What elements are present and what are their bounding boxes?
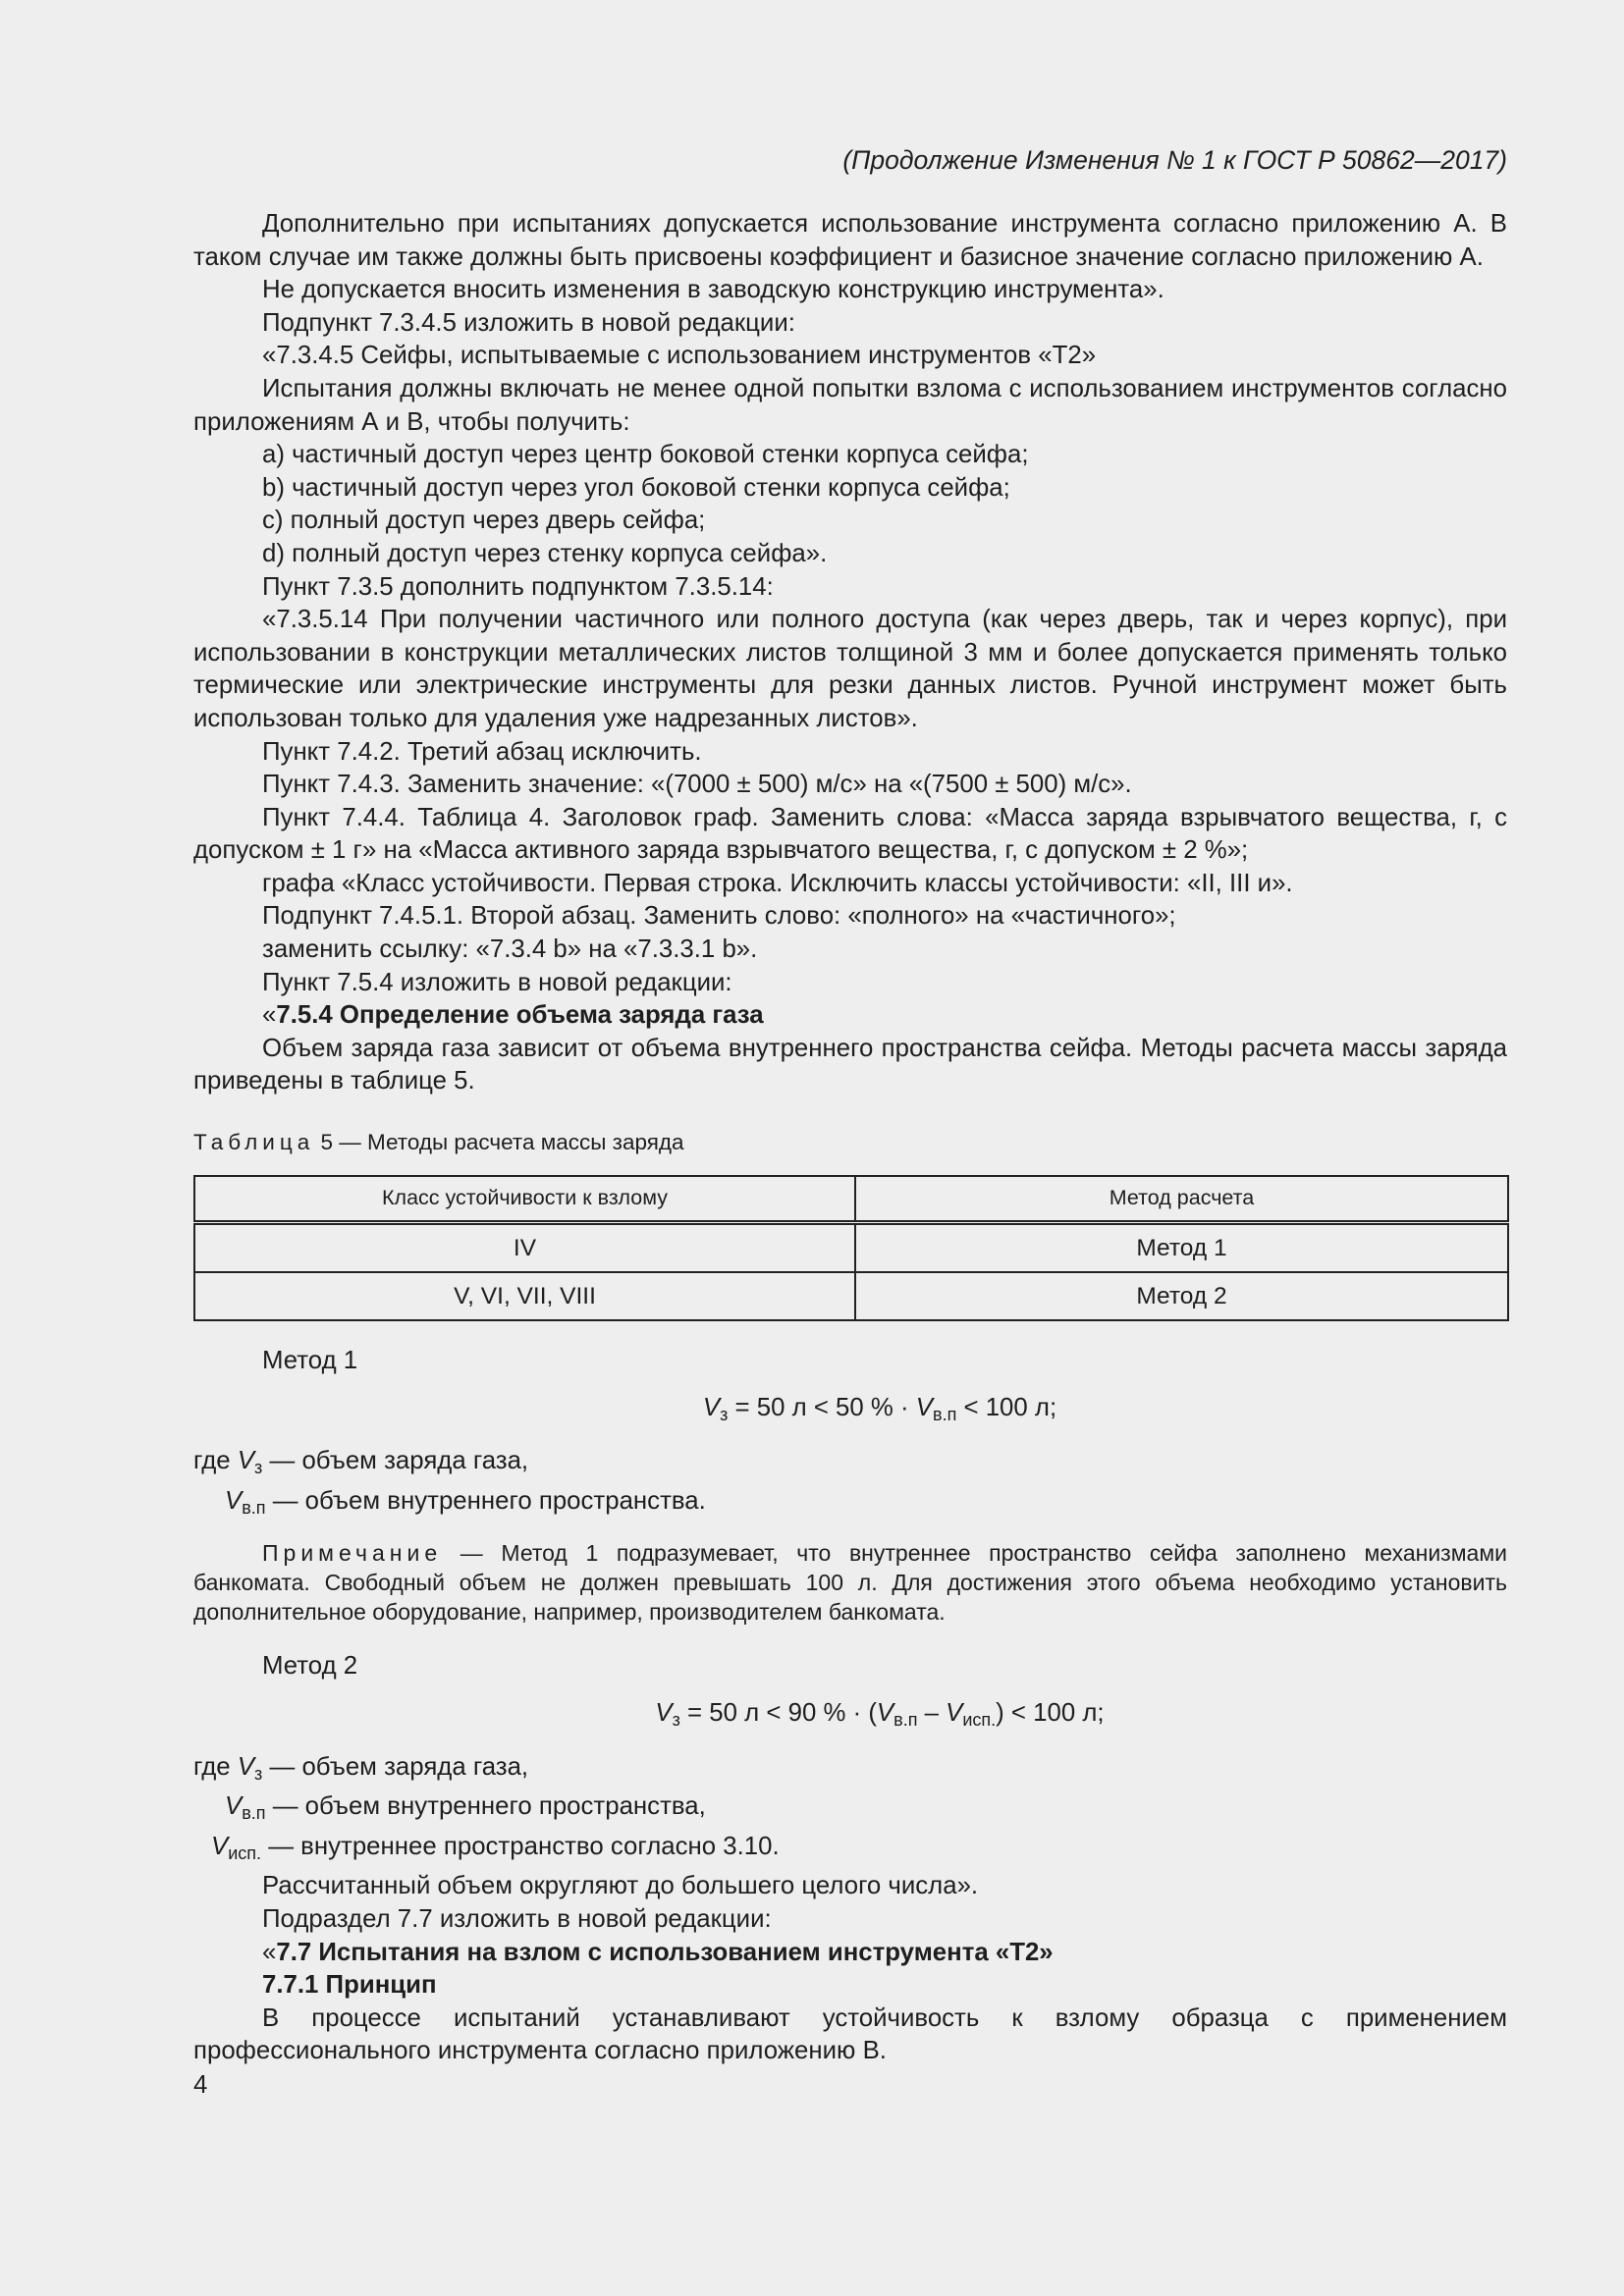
paragraph: Подпункт 7.3.4.5 изложить в новой редакции: xyxy=(262,308,795,337)
paragraph: Испытания должны включать не менее одной попытки взлома с использованием инструментов согласно приложениям А и В, чтобы получить: xyxy=(193,374,1507,436)
paragraph: Подпункт 7.4.5.1. Второй абзац. Заменить слово: «полного» на «частичного»; xyxy=(262,902,1176,931)
where-line: где $V_з$ — объем заряда газа, xyxy=(193,1752,529,1784)
method-1-title: Метод 1 xyxy=(262,1347,358,1375)
table-cell: V, VI, VII, VIII xyxy=(194,1272,855,1320)
page-number: 4 xyxy=(193,2071,208,2099)
method-1-formula: $V_з = 50$ л < 50 % · $V_{в.п} < 100$ л; xyxy=(702,1393,1057,1424)
table-caption-text: 5 — Методы расчета массы заряда xyxy=(320,1130,684,1155)
section-heading-7-7-1: 7.7.1 Принцип xyxy=(262,1971,437,2000)
paragraph: Объем заряда газа зависит от объема внутреннего пространства сейфа. Методы расчета массы заряда приведены в таблице 5. xyxy=(193,1034,1507,1095)
list-item: b) частичный доступ через угол боковой стенки корпуса сейфа; xyxy=(262,473,1010,502)
paragraph: «7.3.5.14 При получении частичного или полного доступа (как через дверь, так и через корпус), при использовании в конструкции металлических листов толщиной 3 мм и более допускается применять только термические или электрические инструменты для резки данных листов. Ручной инструмент может быть использован только для удаления уже надрезанных листов». xyxy=(193,606,1507,732)
paragraph: заменить ссылку: «7.3.4 b» на «7.3.3.1 b». xyxy=(262,935,758,964)
paragraph: графа «Класс устойчивости. Первая строка. Исключить классы устойчивости: «II, III и». xyxy=(262,869,1293,897)
paragraph: В процессе испытаний устанавливают устойчивость к взлому образца с применением профессионального инструмента согласно приложению В. xyxy=(193,2003,1507,2065)
table-cell: Метод 2 xyxy=(855,1272,1508,1320)
note-label: Примечание xyxy=(262,1540,443,1567)
paragraph: Пункт 7.4.3. Заменить значение: «(7000 ± 500) м/с» на «(7500 ± 500) м/с». xyxy=(262,771,1132,799)
note-text: — Метод 1 подразумевает, что внутреннее пространство сейфа заполнено механизмами банкомата. Свободный объем не должен превышать 100 л. Для достижения этого объема необходимо установить дополнительное оборудование, например, производителем банкомата. xyxy=(193,1540,1507,1626)
table-caption-label: Таблица xyxy=(193,1130,315,1155)
paragraph: Дополнительно при испытаниях допускается использование инструмента согласно приложению А. В таком случае им также должны быть присвоены коэффициент и базисное значение согласно приложению А. xyxy=(193,210,1507,271)
table-caption xyxy=(193,1128,1507,1157)
section-heading-7-7 xyxy=(193,1937,1507,1970)
heading-text: 7.7 Испытания на взлом с использованием инструмента «Т2» xyxy=(276,1938,1054,1966)
where-line: где $V_з$ — объем заряда газа, xyxy=(193,1447,529,1478)
table-header-cell: Класс устойчивости к взлому xyxy=(194,1176,855,1223)
paragraph: Пункт 7.5.4 изложить в новой редакции: xyxy=(262,968,732,996)
paragraph: Подраздел 7.7 изложить в новой редакции: xyxy=(262,1904,772,1933)
table-header-cell: Метод расчета xyxy=(855,1176,1508,1223)
table-header-row xyxy=(194,1176,1508,1223)
note xyxy=(193,1538,1507,1627)
paragraph: Не допускается вносить изменения в заводскую конструкцию инструмента». xyxy=(262,276,1164,304)
table-row xyxy=(194,1223,1508,1273)
paragraph: Рассчитанный объем округляют до большего целого числа». xyxy=(262,1872,979,1900)
method-2-formula: $V_з = 50$ л < 90 % · $(V_{в.п} - V_{исп.}) < 100$ л; xyxy=(655,1699,1105,1730)
paragraph: Пункт 7.4.2. Третий абзац исключить. xyxy=(262,737,702,766)
document-body xyxy=(193,208,1507,2068)
paragraph: Пункт 7.3.5 дополнить подпунктом 7.3.5.14: xyxy=(262,572,774,601)
quote-mark: « xyxy=(262,1001,277,1030)
list-item: c) полный доступ через дверь сейфа; xyxy=(262,507,706,535)
list-item: d) полный доступ через стенку корпуса сейфа». xyxy=(262,539,828,567)
heading-text: 7.5.4 Определение объема заряда газа xyxy=(276,1001,764,1030)
calculation-methods-table xyxy=(193,1175,1509,1321)
list-item: a) частичный доступ через центр боковой стенки корпуса сейфа; xyxy=(262,441,1029,469)
table-row xyxy=(194,1272,1508,1320)
where-line: $V_{в.п}$ — объем внутреннего пространства. xyxy=(225,1486,706,1518)
method-2-title: Метод 2 xyxy=(262,1652,358,1681)
quote-mark: « xyxy=(262,1938,277,1966)
paragraph: Пункт 7.4.4. Таблица 4. Заголовок граф. Заменить слова: «Масса заряда взрывчатого вещества, г, с допуском ± 1 г» на «Масса активного заряда взрывчатого вещества, г, с допуском ± 2 %»; xyxy=(193,803,1507,865)
paragraph: «7.3.4.5 Сейфы, испытываемые с использованием инструментов «Т2» xyxy=(262,342,1097,370)
where-line: $V_{исп.}$ — внутреннее пространство согласно 3.10. xyxy=(211,1832,780,1863)
page-header: (Продолжение Изменения № 1 к ГОСТ Р 50862—2017) xyxy=(842,145,1507,175)
section-heading-7-5-4 xyxy=(193,999,1507,1033)
where-line: $V_{в.п}$ — объем внутреннего пространства, xyxy=(225,1792,706,1824)
table-cell: IV xyxy=(194,1223,855,1273)
table-cell: Метод 1 xyxy=(855,1223,1508,1273)
